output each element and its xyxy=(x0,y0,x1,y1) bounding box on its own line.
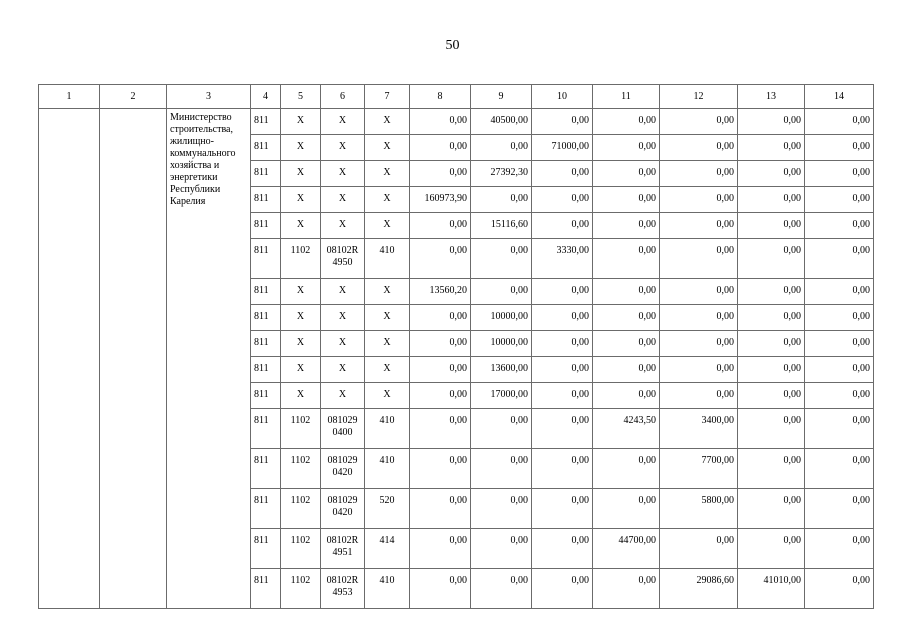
cell-amount: 0,00 xyxy=(805,239,874,279)
cell-amount: 0,00 xyxy=(532,569,593,609)
cell-amount: 0,00 xyxy=(410,109,471,135)
cell-amount: 0,00 xyxy=(471,135,532,161)
cell-amount: 0,00 xyxy=(532,449,593,489)
cell-amount: 0,00 xyxy=(410,529,471,569)
cell-target-article: X xyxy=(321,279,365,305)
cell-chapter: 811 xyxy=(251,569,281,609)
cell-amount: 0,00 xyxy=(532,109,593,135)
cell-col-2 xyxy=(100,109,167,609)
table-row xyxy=(39,109,874,135)
cell-amount: 0,00 xyxy=(593,109,660,135)
cell-amount: 0,00 xyxy=(410,213,471,239)
cell-amount: 0,00 xyxy=(660,135,738,161)
cell-target-article: X xyxy=(321,161,365,187)
cell-target-article: X xyxy=(321,135,365,161)
cell-amount: 0,00 xyxy=(660,109,738,135)
cell-amount: 0,00 xyxy=(805,357,874,383)
cell-section: 1102 xyxy=(281,239,321,279)
cell-expense-type: X xyxy=(365,161,410,187)
column-number: 4 xyxy=(251,85,281,109)
cell-expense-type: 520 xyxy=(365,489,410,529)
cell-amount: 0,00 xyxy=(805,383,874,409)
cell-section: X xyxy=(281,109,321,135)
column-number: 2 xyxy=(100,85,167,109)
cell-amount: 0,00 xyxy=(410,239,471,279)
cell-amount: 0,00 xyxy=(410,569,471,609)
cell-section: X xyxy=(281,187,321,213)
cell-amount: 0,00 xyxy=(660,239,738,279)
cell-amount: 17000,00 xyxy=(471,383,532,409)
cell-amount: 0,00 xyxy=(738,449,805,489)
cell-amount: 0,00 xyxy=(593,161,660,187)
budget-table xyxy=(38,84,874,609)
cell-amount: 0,00 xyxy=(410,489,471,529)
column-number: 7 xyxy=(365,85,410,109)
cell-target-article: 08102R 4951 xyxy=(321,529,365,569)
cell-amount: 0,00 xyxy=(660,529,738,569)
cell-amount: 160973,90 xyxy=(410,187,471,213)
cell-expense-type: X xyxy=(365,279,410,305)
cell-target-article: 081029 0420 xyxy=(321,489,365,529)
cell-amount: 15116,60 xyxy=(471,213,532,239)
cell-amount: 5800,00 xyxy=(660,489,738,529)
cell-amount: 71000,00 xyxy=(532,135,593,161)
cell-target-article: 081029 0420 xyxy=(321,449,365,489)
cell-chapter: 811 xyxy=(251,383,281,409)
cell-section: X xyxy=(281,213,321,239)
cell-amount: 0,00 xyxy=(660,161,738,187)
cell-expense-type: X xyxy=(365,109,410,135)
cell-col-1 xyxy=(39,109,100,609)
column-number: 5 xyxy=(281,85,321,109)
cell-amount: 0,00 xyxy=(471,569,532,609)
cell-amount: 0,00 xyxy=(660,305,738,331)
cell-section: X xyxy=(281,305,321,331)
cell-amount: 0,00 xyxy=(738,161,805,187)
cell-chapter: 811 xyxy=(251,357,281,383)
cell-amount: 0,00 xyxy=(805,529,874,569)
cell-amount: 0,00 xyxy=(532,187,593,213)
cell-amount: 0,00 xyxy=(805,135,874,161)
cell-section: X xyxy=(281,357,321,383)
cell-amount: 0,00 xyxy=(471,449,532,489)
cell-amount: 10000,00 xyxy=(471,305,532,331)
cell-amount: 0,00 xyxy=(738,135,805,161)
cell-chapter: 811 xyxy=(251,489,281,529)
cell-chapter: 811 xyxy=(251,305,281,331)
cell-amount: 0,00 xyxy=(805,161,874,187)
cell-chapter: 811 xyxy=(251,213,281,239)
cell-amount: 0,00 xyxy=(593,305,660,331)
cell-amount: 13600,00 xyxy=(471,357,532,383)
cell-amount: 0,00 xyxy=(593,239,660,279)
cell-amount: 0,00 xyxy=(410,305,471,331)
column-number: 11 xyxy=(593,85,660,109)
cell-amount: 3330,00 xyxy=(532,239,593,279)
cell-amount: 0,00 xyxy=(660,279,738,305)
cell-expense-type: X xyxy=(365,383,410,409)
cell-target-article: X xyxy=(321,383,365,409)
cell-amount: 0,00 xyxy=(410,161,471,187)
cell-amount: 0,00 xyxy=(593,489,660,529)
cell-amount: 0,00 xyxy=(471,187,532,213)
cell-chapter: 811 xyxy=(251,449,281,489)
cell-amount: 4243,50 xyxy=(593,409,660,449)
cell-section: X xyxy=(281,279,321,305)
cell-chapter: 811 xyxy=(251,239,281,279)
cell-expense-type: 410 xyxy=(365,449,410,489)
cell-section: 1102 xyxy=(281,449,321,489)
cell-section: X xyxy=(281,161,321,187)
cell-amount: 40500,00 xyxy=(471,109,532,135)
cell-amount: 0,00 xyxy=(738,489,805,529)
cell-expense-type: X xyxy=(365,331,410,357)
cell-amount: 0,00 xyxy=(738,331,805,357)
cell-amount: 0,00 xyxy=(660,383,738,409)
cell-amount: 0,00 xyxy=(805,187,874,213)
cell-amount: 0,00 xyxy=(805,213,874,239)
cell-amount: 0,00 xyxy=(593,357,660,383)
cell-amount: 0,00 xyxy=(532,213,593,239)
cell-amount: 0,00 xyxy=(532,529,593,569)
cell-target-article: X xyxy=(321,109,365,135)
cell-target-article: 08102R 4953 xyxy=(321,569,365,609)
cell-amount: 0,00 xyxy=(532,383,593,409)
column-number-row xyxy=(39,85,874,109)
cell-amount: 0,00 xyxy=(738,109,805,135)
cell-expense-type: X xyxy=(365,213,410,239)
cell-amount: 0,00 xyxy=(660,357,738,383)
cell-amount: 0,00 xyxy=(532,409,593,449)
cell-amount: 0,00 xyxy=(593,331,660,357)
cell-amount: 0,00 xyxy=(593,187,660,213)
cell-amount: 0,00 xyxy=(738,357,805,383)
cell-amount: 0,00 xyxy=(532,305,593,331)
cell-amount: 0,00 xyxy=(410,331,471,357)
column-number: 12 xyxy=(660,85,738,109)
cell-amount: 0,00 xyxy=(593,279,660,305)
cell-amount: 0,00 xyxy=(410,409,471,449)
cell-amount: 0,00 xyxy=(738,529,805,569)
cell-chapter: 811 xyxy=(251,279,281,305)
column-number: 3 xyxy=(167,85,251,109)
cell-chapter: 811 xyxy=(251,135,281,161)
cell-expense-type: 414 xyxy=(365,529,410,569)
cell-amount: 0,00 xyxy=(738,187,805,213)
column-number: 13 xyxy=(738,85,805,109)
cell-amount: 10000,00 xyxy=(471,331,532,357)
cell-amount: 0,00 xyxy=(471,489,532,529)
cell-amount: 0,00 xyxy=(410,383,471,409)
cell-amount: 0,00 xyxy=(738,279,805,305)
cell-amount: 27392,30 xyxy=(471,161,532,187)
cell-section: X xyxy=(281,383,321,409)
cell-amount: 0,00 xyxy=(660,213,738,239)
cell-amount: 0,00 xyxy=(805,305,874,331)
cell-amount: 0,00 xyxy=(593,213,660,239)
cell-section: X xyxy=(281,331,321,357)
organization-name: Министерство строительства, жилищно-коммунального хозяйства и энергетики Республики Карелия xyxy=(167,109,251,609)
cell-amount: 0,00 xyxy=(410,357,471,383)
cell-expense-type: X xyxy=(365,305,410,331)
cell-amount: 0,00 xyxy=(805,569,874,609)
cell-chapter: 811 xyxy=(251,409,281,449)
cell-chapter: 811 xyxy=(251,161,281,187)
column-number: 9 xyxy=(471,85,532,109)
cell-expense-type: X xyxy=(365,135,410,161)
cell-chapter: 811 xyxy=(251,529,281,569)
cell-target-article: X xyxy=(321,331,365,357)
cell-chapter: 811 xyxy=(251,187,281,213)
cell-amount: 0,00 xyxy=(805,109,874,135)
cell-section: 1102 xyxy=(281,409,321,449)
cell-amount: 0,00 xyxy=(593,135,660,161)
cell-amount: 0,00 xyxy=(738,213,805,239)
cell-amount: 7700,00 xyxy=(660,449,738,489)
cell-amount: 3400,00 xyxy=(660,409,738,449)
cell-amount: 0,00 xyxy=(532,279,593,305)
cell-target-article: 08102R 4950 xyxy=(321,239,365,279)
cell-amount: 0,00 xyxy=(660,187,738,213)
cell-amount: 0,00 xyxy=(471,239,532,279)
page-number: 50 xyxy=(445,38,460,53)
cell-amount: 0,00 xyxy=(805,489,874,529)
cell-amount: 29086,60 xyxy=(660,569,738,609)
cell-amount: 41010,00 xyxy=(738,569,805,609)
cell-amount: 0,00 xyxy=(532,489,593,529)
cell-amount: 0,00 xyxy=(532,331,593,357)
cell-amount: 0,00 xyxy=(738,409,805,449)
cell-amount: 0,00 xyxy=(738,383,805,409)
cell-target-article: 081029 0400 xyxy=(321,409,365,449)
cell-amount: 0,00 xyxy=(410,449,471,489)
cell-expense-type: 410 xyxy=(365,239,410,279)
cell-amount: 0,00 xyxy=(471,279,532,305)
column-number: 14 xyxy=(805,85,874,109)
column-number: 1 xyxy=(39,85,100,109)
cell-expense-type: X xyxy=(365,187,410,213)
cell-amount: 0,00 xyxy=(532,357,593,383)
cell-expense-type: X xyxy=(365,357,410,383)
cell-amount: 0,00 xyxy=(805,409,874,449)
cell-amount: 44700,00 xyxy=(593,529,660,569)
cell-target-article: X xyxy=(321,357,365,383)
cell-section: 1102 xyxy=(281,529,321,569)
cell-amount: 0,00 xyxy=(593,383,660,409)
cell-chapter: 811 xyxy=(251,109,281,135)
cell-amount: 0,00 xyxy=(471,529,532,569)
cell-amount: 13560,20 xyxy=(410,279,471,305)
cell-amount: 0,00 xyxy=(805,449,874,489)
cell-section: X xyxy=(281,135,321,161)
cell-section: 1102 xyxy=(281,489,321,529)
cell-amount: 0,00 xyxy=(593,449,660,489)
cell-expense-type: 410 xyxy=(365,409,410,449)
column-number: 10 xyxy=(532,85,593,109)
cell-amount: 0,00 xyxy=(805,331,874,357)
cell-amount: 0,00 xyxy=(532,161,593,187)
cell-target-article: X xyxy=(321,305,365,331)
cell-amount: 0,00 xyxy=(471,409,532,449)
column-number: 6 xyxy=(321,85,365,109)
cell-chapter: 811 xyxy=(251,331,281,357)
cell-amount: 0,00 xyxy=(593,569,660,609)
cell-amount: 0,00 xyxy=(738,239,805,279)
cell-target-article: X xyxy=(321,213,365,239)
cell-amount: 0,00 xyxy=(410,135,471,161)
cell-expense-type: 410 xyxy=(365,569,410,609)
column-number: 8 xyxy=(410,85,471,109)
cell-amount: 0,00 xyxy=(738,305,805,331)
cell-amount: 0,00 xyxy=(660,331,738,357)
cell-target-article: X xyxy=(321,187,365,213)
cell-section: 1102 xyxy=(281,569,321,609)
cell-amount: 0,00 xyxy=(805,279,874,305)
